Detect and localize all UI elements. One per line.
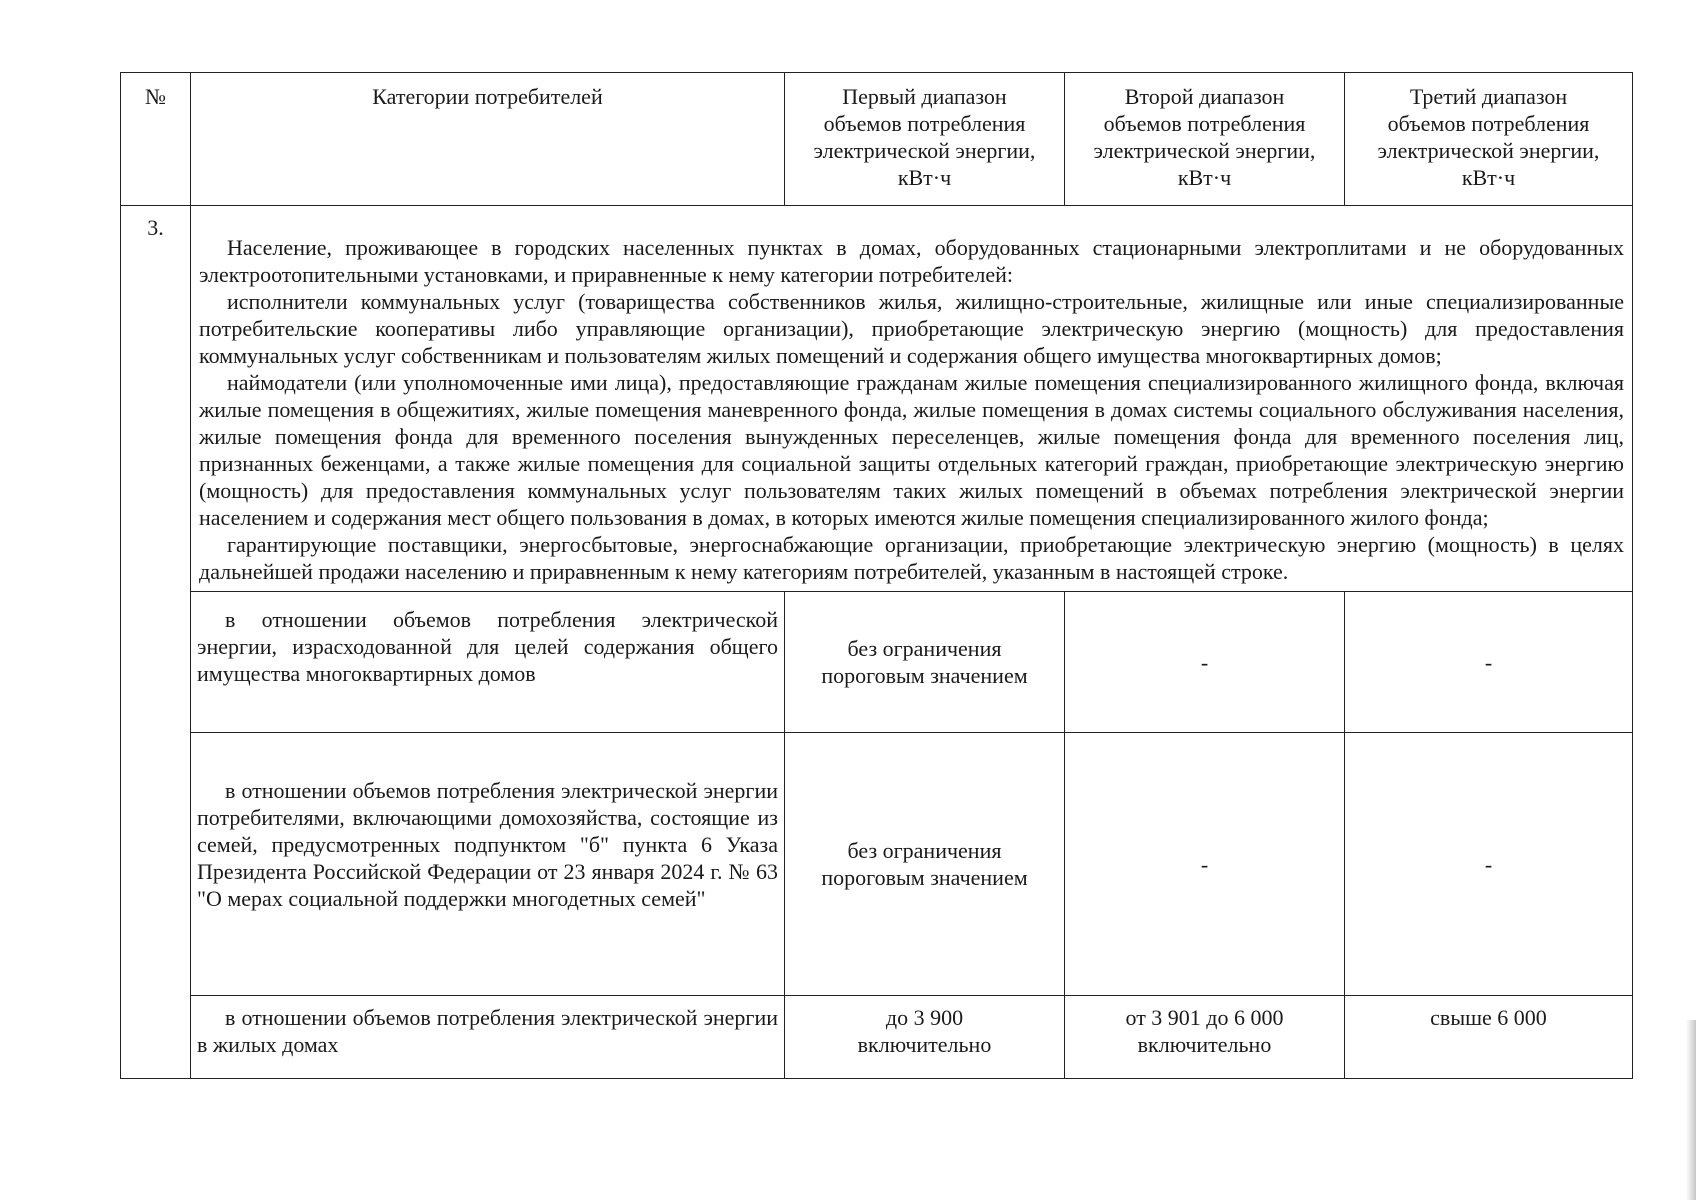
range-1-value-line: без ограничения <box>847 838 1002 863</box>
category-description <box>191 206 1633 592</box>
range-1-value-line: включительно <box>857 1032 992 1057</box>
header-range-3 <box>1345 73 1633 206</box>
header-row <box>121 73 1633 206</box>
scan-edge-shadow <box>1686 1020 1696 1200</box>
range-1-value <box>785 733 1065 996</box>
sub-category-label <box>191 733 785 996</box>
header-category: Категории потребителей <box>191 73 785 206</box>
header-range-1-line: Первый диапазон <box>842 84 1007 109</box>
sub-category-label <box>191 592 785 733</box>
range-2-value: - <box>1065 733 1345 996</box>
range-1-value-line: пороговым значением <box>821 865 1028 890</box>
header-range-3-line: кВт·ч <box>1461 165 1516 190</box>
sub-category-text: в отношении объемов потребления электрической энергии, израсходованной для целей содержания общего имущества многоквартирных домов <box>197 607 778 686</box>
sub-category-label <box>191 996 785 1079</box>
range-2-value-line: включительно <box>1137 1032 1272 1057</box>
tariff-table <box>120 72 1633 1079</box>
header-range-2-line: кВт·ч <box>1177 165 1232 190</box>
header-range-2 <box>1065 73 1345 206</box>
range-3-value: - <box>1345 733 1633 996</box>
sub-category-text: в отношении объемов потребления электрической энергии в жилых домах <box>197 1005 778 1057</box>
range-1-value-line: до 3 900 <box>885 1005 964 1030</box>
header-range-1 <box>785 73 1065 206</box>
description-row <box>121 206 1633 592</box>
description-paragraph: Население, проживающее в городских населенных пунктах в домах, оборудованных стационарными электроплитами и не оборудованных электроотопительными установками, и приравненные к нему категории потребителей: <box>199 235 1624 287</box>
header-range-2-line: Второй диапазон <box>1124 84 1285 109</box>
header-range-2-line: объемов потребления <box>1103 111 1306 136</box>
sub-category-text: в отношении объемов потребления электрической энергии потребителями, включающими домохозяйства, состоящие из семей, предусмотренных подпунктом "б" пункта 6 Указа Президента Российской Федерации от 23 января 2024 г. № 63 "О мерах социальной поддержки многодетных семей" <box>197 778 778 911</box>
range-2-value <box>1065 996 1345 1079</box>
range-2-value-line: от 3 901 до 6 000 <box>1125 1005 1284 1030</box>
range-2-value: - <box>1065 592 1345 733</box>
table-row <box>121 996 1633 1079</box>
header-range-1-line: объемов потребления <box>823 111 1026 136</box>
range-1-value <box>785 996 1065 1079</box>
table-row <box>121 733 1633 996</box>
description-paragraph: исполнители коммунальных услуг (товарищества собственников жилья, жилищно-строительные, жилищные или иные специализированные потребительские кооперативы либо управляющие организации), приобретающие электрическую энергию (мощность) для предоставления коммунальных услуг собственникам и пользователям жилых помещений и содержания общего имущества многоквартирных домов; <box>199 289 1624 368</box>
header-range-1-line: кВт·ч <box>897 165 952 190</box>
table-row <box>121 592 1633 733</box>
description-paragraph: наймодатели (или уполномоченные ими лица), предоставляющие гражданам жилые помещения специализированного жилищного фонда, включая жилые помещения в общежитиях, жилые помещения маневренного фонда, жилые помещения в домах системы социального обслуживания населения, жилые помещения фонда для временного поселения вынужденных переселенцев, жилые помещения фонда для временного поселения лиц, признанных беженцами, а также жилые помещения для социальной защиты отдельных категорий граждан, приобретающие электрическую энергию (мощность) для предоставления коммунальных услуг пользователям таких жилых помещений в объемах потребления электрической энергии населением и содержания мест общего пользования в домах, в которых имеются жилые помещения специализированного жилого фонда; <box>199 370 1624 530</box>
header-range-3-line: Третий диапазон <box>1409 84 1568 109</box>
description-paragraph: гарантирующие поставщики, энергосбытовые, энергоснабжающие организации, приобретающие электрическую энергию (мощность) в целях дальнейшей продажи населению и приравненным к нему категориям потребителей, указанным в настоящей строке. <box>199 532 1624 584</box>
header-range-2-line: электрической энергии, <box>1093 138 1316 163</box>
header-number: № <box>121 73 191 206</box>
header-range-3-line: электрической энергии, <box>1377 138 1600 163</box>
range-1-value <box>785 592 1065 733</box>
row-number: 3. <box>121 206 191 1079</box>
range-1-value-line: без ограничения <box>847 636 1002 661</box>
header-range-3-line: объемов потребления <box>1387 111 1590 136</box>
range-3-value: свыше 6 000 <box>1345 996 1633 1079</box>
header-range-1-line: электрической энергии, <box>813 138 1036 163</box>
range-3-value: - <box>1345 592 1633 733</box>
range-1-value-line: пороговым значением <box>821 663 1028 688</box>
